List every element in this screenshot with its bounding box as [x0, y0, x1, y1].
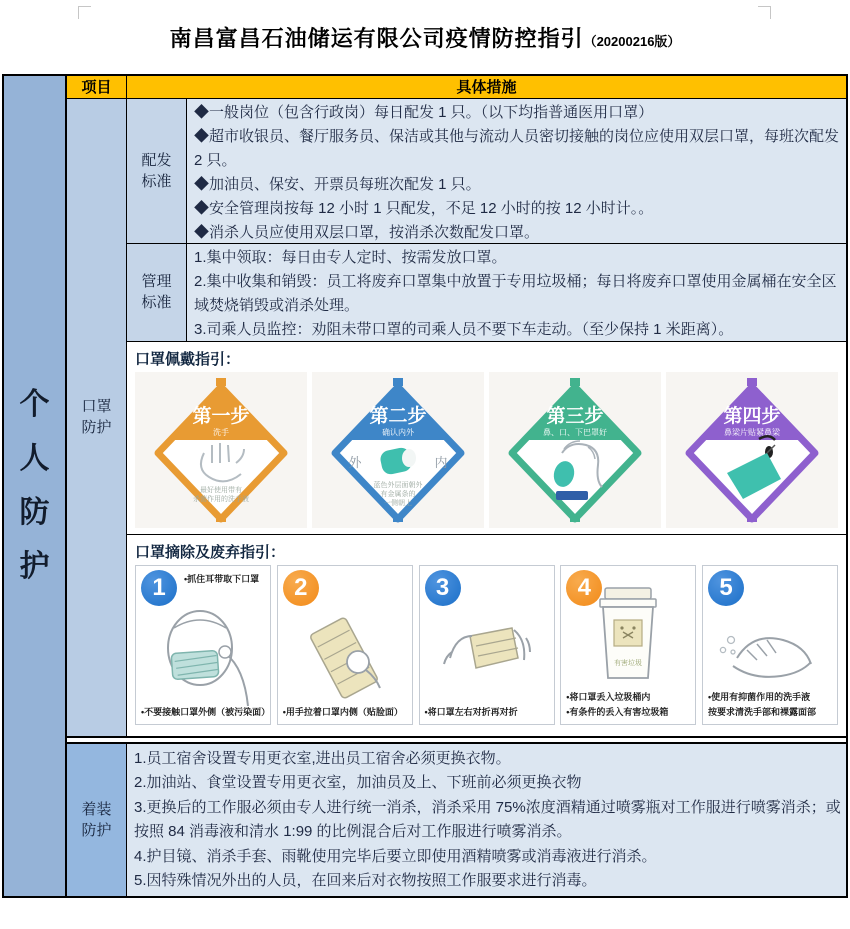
- mask-protection-content: [127, 99, 846, 736]
- text-line: ◆消杀人员应使用双层口罩，按消杀次数配发口罩。: [194, 223, 540, 241]
- wearing-step-2-panel: [312, 372, 484, 528]
- step-1-subtitle: 洗手: [213, 427, 229, 437]
- distribution-standard-row: [127, 99, 846, 244]
- page-title: [0, 22, 850, 53]
- distribution-standard-text: [187, 99, 846, 243]
- mask-removal-guide-row: [127, 535, 846, 736]
- wearing-steps-strip: [133, 372, 840, 528]
- mask-removal-guide-title: 口罩摘除及废弃指引：: [135, 543, 286, 561]
- mask-protection-label-cell: [67, 99, 127, 736]
- distribution-standard-label: 配发标准: [141, 151, 172, 190]
- management-standard-text: [187, 244, 846, 341]
- header-cell-item: 项目: [67, 76, 127, 98]
- step-caption: •将口罩丢入垃圾桶内: [566, 692, 651, 703]
- step-2-subtitle: 确认内外: [382, 427, 414, 437]
- wearing-step-1-diamond-image: [146, 375, 296, 525]
- text-line: 3.更换后的工作服必须由专人进行统一消杀，消杀采用 75%浓度酒精通过喷雾瓶对工作服进行喷雾消杀；或按照 84 消毒液和清水 1:99 的比例混合后对工作服进行喷雾消杀。: [134, 798, 841, 841]
- header-cell-measures: 具体措施: [456, 79, 517, 97]
- step-number-badge: 1: [141, 570, 177, 606]
- wearing-step-4-panel: [666, 372, 838, 528]
- text-line: 1.员工宿舍设置专用更衣室,进出员工宿舍必须更换衣物。: [134, 749, 511, 767]
- step-1-title: 第一步: [192, 405, 250, 427]
- step-number-badge: 5: [708, 570, 744, 606]
- clothing-protection-text: [127, 744, 846, 896]
- inside-label: 内: [434, 454, 448, 470]
- removal-step-5-panel: [702, 565, 838, 725]
- step-1-note: 最好使用带有: [200, 486, 242, 494]
- step-3-subtitle: 鼻、口、下巴罩好: [543, 427, 607, 437]
- distribution-standard-label-cell: [127, 99, 187, 243]
- wearing-step-3-panel: [489, 372, 661, 528]
- outside-label: 外: [348, 454, 362, 470]
- removal-step-4-panel: [560, 565, 696, 725]
- removal-step-1-panel: [135, 565, 271, 725]
- management-standard-row: [127, 244, 846, 342]
- removal-step-3-panel: [419, 565, 555, 725]
- section-separator: [67, 736, 846, 744]
- step-2-note: 有金属条的: [380, 490, 416, 498]
- text-line: 1.集中领取：每日由专人定时、按需发放口罩。: [194, 248, 507, 266]
- wearing-step-3-diamond-image: [500, 375, 650, 525]
- step-caption: •用手拉着口罩内侧（贴脸面）: [282, 707, 403, 718]
- step-caption: •有条件的丢入有害垃圾箱: [566, 707, 669, 718]
- page-margin-mark: [78, 6, 91, 19]
- text-line: ◆安全管理岗按每 12 小时 1 只配发，不足 12 小时的按 12 小时计。。: [194, 199, 654, 217]
- step-caption: •使用有抑菌作用的洗手液: [708, 692, 811, 703]
- guide-table: [2, 74, 848, 898]
- step-number-badge: 2: [283, 570, 319, 606]
- text-line: 5.因特殊情况外出的人员，在回来后对衣物按照工作服要求进行消毒。: [134, 872, 597, 890]
- mask-protection-section: [67, 99, 846, 736]
- step-caption: •将口罩左右对折再对折: [424, 707, 518, 718]
- page-title-version: （20200216版）: [583, 34, 681, 49]
- step-4-title: 第四步: [723, 405, 781, 427]
- step-2-title: 第二步: [369, 405, 427, 427]
- step-2-note: 蓝色外层面朝外: [373, 481, 423, 489]
- clothing-protection-section: [67, 744, 846, 896]
- mask-wearing-guide-row: [127, 342, 846, 535]
- removal-step-2-panel: [277, 565, 413, 725]
- step-caption: •不要接触口罩外侧（被污染面）: [141, 707, 271, 718]
- page-title-text: 南昌富昌石油储运有限公司疫情防控指引: [169, 26, 584, 51]
- text-line: 2.集中收集和销毁：员工将废弃口罩集中放置于专用垃圾桶；每日将废弃口罩使用金属桶在安全区域焚烧销毁或消杀处理。: [194, 272, 837, 314]
- text-line: 4.护目镜、消杀手套、雨靴使用完毕后要立即使用酒精喷雾或消毒液进行消杀。: [134, 847, 657, 865]
- page-margin-mark: [758, 6, 771, 19]
- category-column: [4, 76, 67, 896]
- clothing-protection-label: 着装防护: [81, 800, 112, 839]
- wearing-step-4-diamond-image: [677, 375, 827, 525]
- step-number-badge: 4: [566, 570, 602, 606]
- text-line: 2.加油站、食堂设置专用更衣室，加油员及上、下班前必须更换衣物: [134, 774, 582, 792]
- clothing-protection-label-cell: [67, 744, 127, 896]
- step-3-title: 第三步: [546, 405, 604, 427]
- table-main-column: [67, 76, 846, 896]
- table-header-row: [67, 76, 846, 99]
- step-1-note: 杀菌作用的洗手液: [193, 495, 249, 503]
- wearing-step-2-diamond-image: [323, 375, 473, 525]
- management-standard-label: 管理标准: [141, 273, 172, 312]
- text-line: ◆一般岗位（包含行政岗）每日配发 1 只。（以下均指普通医用口罩）: [194, 103, 654, 121]
- category-label: 个人防护: [19, 388, 50, 583]
- mask-wearing-guide-title: 口罩佩戴指引：: [135, 350, 241, 368]
- management-standard-label-cell: [127, 244, 187, 341]
- mask-protection-label: 口罩防护: [81, 398, 112, 437]
- wearing-step-1-panel: [135, 372, 307, 528]
- step-4-subtitle: 鼻梁片贴紧鼻梁: [724, 427, 780, 437]
- bin-label: 有害垃圾: [614, 659, 643, 667]
- text-line: 3.司乘人员监控：劝阻未带口罩的司乘人员不要下车走动。（至少保持 1 米距离）。: [194, 320, 734, 338]
- step-caption: •抓住耳带取下口罩: [184, 573, 260, 584]
- removal-steps-strip: [133, 565, 840, 725]
- step-number-badge: 3: [425, 570, 461, 606]
- step-caption: 按要求清洗手部和裸露面部: [708, 707, 817, 718]
- step-2-note: 一侧朝上: [384, 499, 412, 507]
- text-line: ◆超市收银员、餐厅服务员、保洁或其他与流动人员密切接触的岗位应使用双层口罩，每班次配发 2 只。: [194, 127, 840, 169]
- text-line: ◆加油员、保安、开票员每班次配发 1 只。: [194, 175, 481, 193]
